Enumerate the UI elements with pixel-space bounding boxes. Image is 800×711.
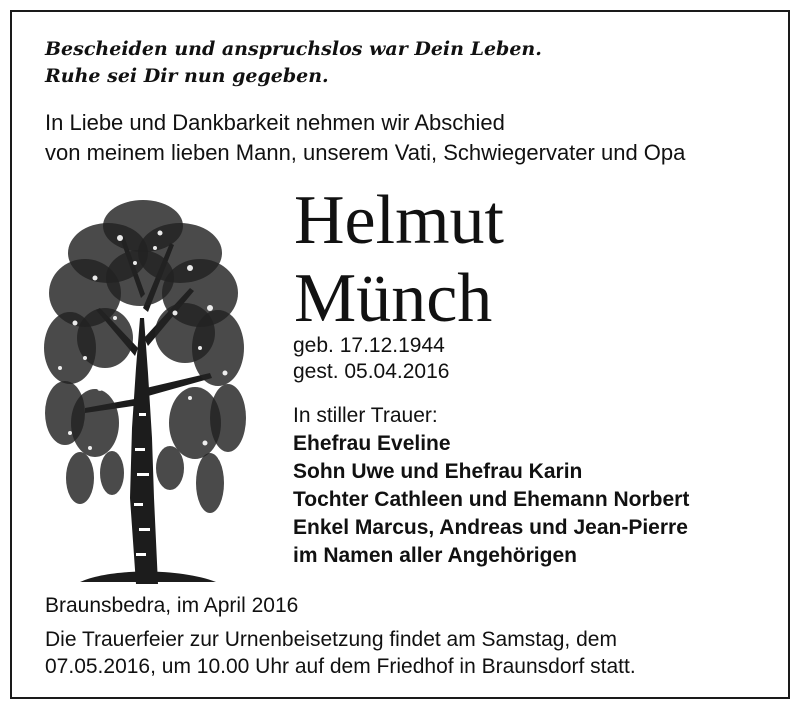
- intro-text: [45, 108, 685, 168]
- birch-tree-icon: [40, 198, 246, 584]
- mourner-name: Sohn Uwe und Ehefrau Karin: [293, 460, 583, 483]
- death-date: gest. 05.04.2016: [293, 360, 450, 383]
- funeral-notice-line-1: Die Trauerfeier zur Urnenbeisetzung findet am Samstag, dem: [45, 628, 617, 651]
- intro-line-2: von meinem lieben Mann, unserem Vati, Schwiegervater und Opa: [45, 140, 686, 165]
- funeral-notice-line-2: 07.05.2016, um 10.00 Uhr auf dem Friedhof in Braunsdorf statt.: [45, 655, 636, 678]
- mourners-label: In stiller Trauer:: [293, 404, 438, 427]
- mourner-name: im Namen aller Angehörigen: [293, 544, 577, 567]
- intro-line-1: In Liebe und Dankbarkeit nehmen wir Abschied: [45, 110, 505, 135]
- motto-line-1: Bescheiden und anspruchslos war Dein Leben.: [45, 38, 542, 60]
- place-and-date: Braunsbedra, im April 2016: [45, 594, 299, 617]
- mourners-list: [293, 402, 689, 570]
- motto-line-2: Ruhe sei Dir nun gegeben.: [45, 65, 329, 87]
- motto: [45, 36, 542, 90]
- mourner-name: Enkel Marcus, Andreas und Jean-Pierre: [293, 516, 688, 539]
- mourner-name: Tochter Cathleen und Ehemann Norbert: [293, 488, 690, 511]
- birth-date: geb. 17.12.1944: [293, 334, 445, 357]
- funeral-notice: [45, 626, 636, 680]
- last-name: Münch: [294, 260, 493, 337]
- obituary-notice: [10, 10, 790, 699]
- deceased-name: [294, 182, 504, 338]
- life-dates: [293, 333, 449, 385]
- mourner-name: Ehefrau Eveline: [293, 432, 451, 455]
- first-name: Helmut: [294, 182, 504, 259]
